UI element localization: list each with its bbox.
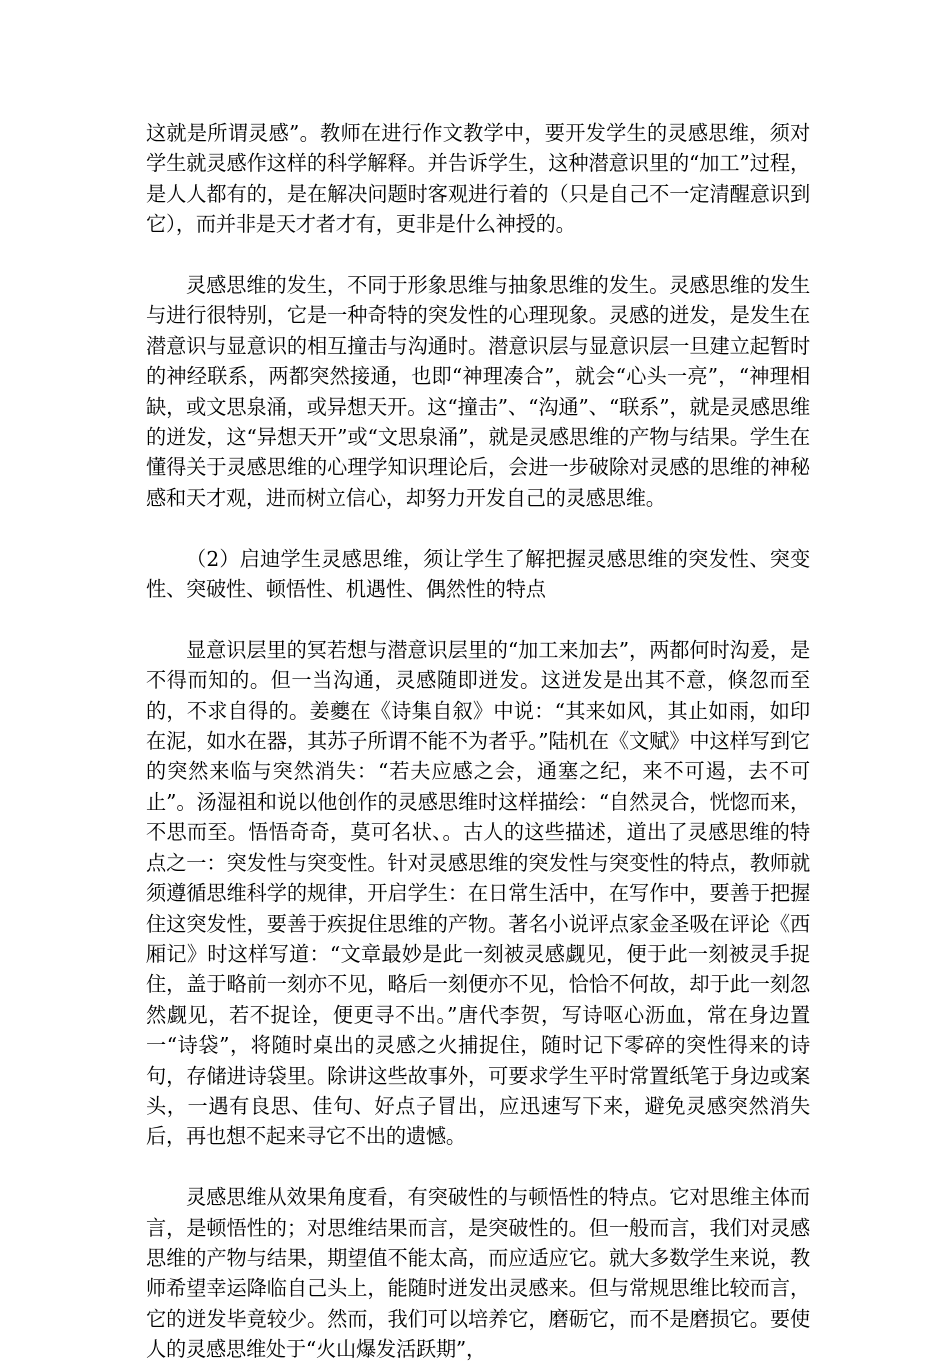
section-heading-2: （2）启迪学生灵感思维，须让学生了解把握灵感思维的突发性、突变性、突破性、顿悟性、机遇性、偶然性的特点 — [146, 546, 810, 602]
paragraph-5: 灵感思维从效果角度看，有突破性的与顿悟性的特点。它对思维主体而言，是顿悟性的；对思维结果而言，是突破性的。但一般而言，我们对灵感思维的产物与结果，期望值不能太高，而应适应它。就大多数学生来说，教师希望幸运降临自己头上，能随时迸发出灵感来。但与常规思维比较而言，它的迸发毕竟较少。然而，我们可以培养它，磨砺它，而不是磨损它。要使人的灵感思维处于“火山爆发活跃期”， — [146, 1185, 810, 1362]
paragraph-spacer — [146, 604, 810, 634]
paragraph-2: 灵感思维的发生，不同于形象思维与抽象思维的发生。灵感思维的发生与进行很特别，它是一种奇特的突发性的心理现象。灵感的迸发，是发生在潜意识与显意识的相互撞击与沟通时。潜意识层与显意识层一旦建立起暂时的神经联系，两都突然接通，也即“神理凑合”，就会“心头一亮”，“神理相缺，或文思泉涌，或异想天开。这“撞击”、“沟通”、“联系”，就是灵感思维的迸发，这“异想天开”或“文思泉涌”，就是灵感思维的产物与结果。学生在懂得关于灵感思维的心理学知识理论后，会进一步破除对灵感的思维的神秘感和天才观，进而树立信心，却努力开发自己的灵感思维。 — [146, 273, 810, 510]
paragraph-spacer — [146, 513, 810, 543]
paragraph-spacer — [146, 240, 810, 270]
paragraph-4: 显意识层里的冥若想与潜意识层里的“加工来加去”，两都何时沟爰，是不得而知的。但一当沟通，灵感随即迸发。这迸发是出其不意，倏忽而至的，不求自得的。姜夔在《诗集自叙》中说：“其来如风，其止如雨，如印在泥，如水在器，其苏子所谓不能不为者乎。”陆机在《文赋》中这样写到它的突然来临与突然消失：“若夫应感之会，通塞之纪，来不可遏，去不可止”。汤湿祖和说以他创作的灵感思维时这样描绘：“自然灵合，恍惚而来，不思而至。悟悟奇奇，莫可名状、。古人的这些描述，道出了灵感思维的特点之一：突发性与突变性。针对灵感思维的突发性与突变性的特点，教师就须遵循思维科学的规律，开启学生：在日常生活中，在写作中，要善于把握住这突发性，要善于疾捉住思维的产物。著名小说评点家金圣吸在评论《西厢记》时这样写道：“文章最妙是此一刻被灵感觑见，便于此一刻被灵手捉住，盖于略前一刻亦不见，略后一刻便亦不见，恰恰不何故，却于此一刻忽然觑见，若不捉诠，便更寻不出。”唐代李贺，写诗呕心沥血，常在身边置一“诗袋”，将随时桌出的灵感之火捕捉住，随时记下零碎的突性得来的诗句，存储进诗袋里。除讲这些故事外，可要求学生平时常置纸笔于身边或案头，一遇有良思、佳句、好点子冒出，应迅速写下来，避免灵感突然消失后，再也想不起来寻它不出的遗憾。 — [146, 637, 810, 1149]
paragraph-1: 这就是所谓灵感”。教师在进行作文教学中，要开发学生的灵感思维，须对学生就灵感作这样的科学解释。并告诉学生，这种潜意识里的“加工”过程，是人人都有的，是在解决问题时客观进行着的（只是自己不一定清醒意识到它），而并非是天才者才有，更非是什么神授的。 — [146, 121, 810, 237]
paragraph-spacer — [146, 1152, 810, 1182]
document-page — [146, 118, 810, 1365]
